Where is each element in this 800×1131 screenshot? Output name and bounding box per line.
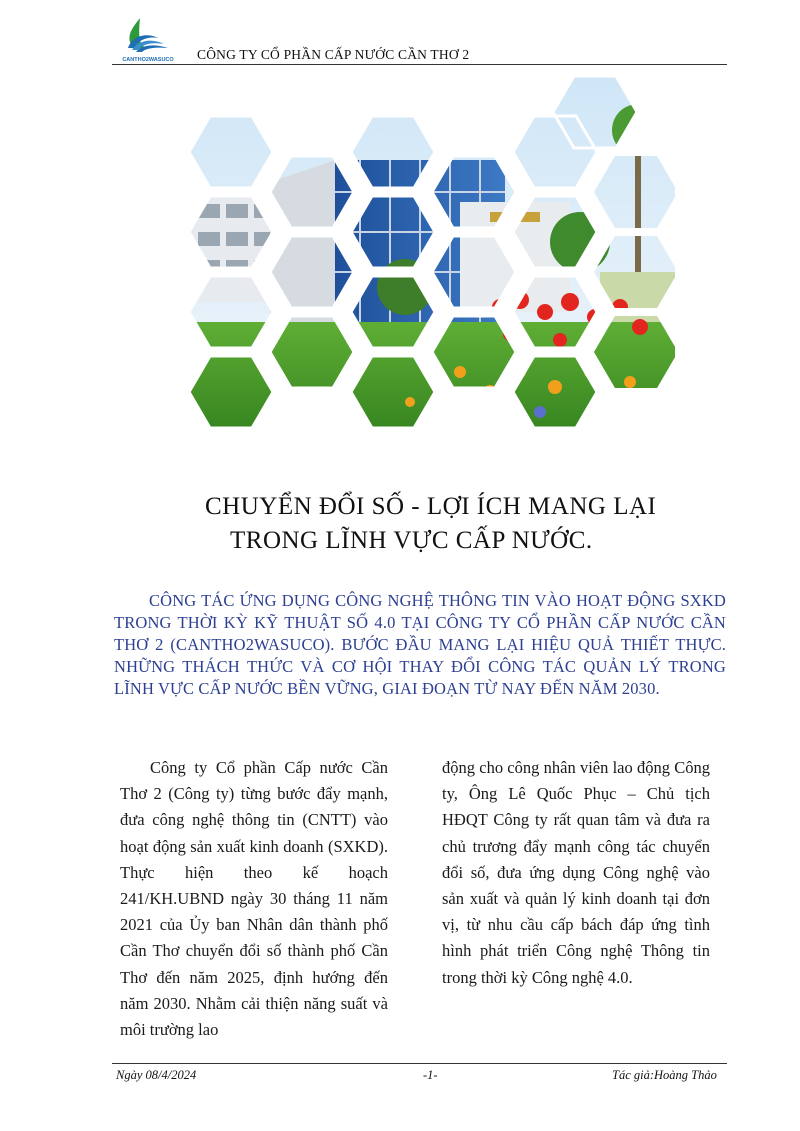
footer-divider xyxy=(112,1063,727,1064)
body-column-left: Công ty Cổ phần Cấp nước Cần Thơ 2 (Công ty) từng bước đẩy mạnh, đưa công nghệ thông tin (CNTT) vào hoạt động sản xuất kinh doanh (SXKD). Thực hiện theo kế hoạch 241/KH.UBND ngày 30 tháng 11 năm 2021 của Ủy ban Nhân dân thành phố Cần Thơ chuyển đổi số thành phố Cần Thơ đến năm 2025, định hướng đến năm 2030. Nhằm cải thiện năng suất và môi trường lao xyxy=(120,758,388,1040)
title-line-1: CHUYỂN ĐỔI SỐ - LỢI ÍCH MANG LẠI xyxy=(205,493,657,520)
header-company-name: CÔNG TY CỔ PHẦN CẤP NƯỚC CẦN THƠ 2 xyxy=(197,47,470,62)
body-column-right: động cho công nhân viên lao động Công ty, Ông Lê Quốc Phục – Chủ tịch HĐQT Công ty rất quan tâm và đưa ra chủ trương đẩy mạnh công tác chuyển đổi số, đưa ứng dụng Công nghệ vào sản xuất và quản lý kinh doanh tại đơn vị, từ nhu cầu cấp bách đáp ứng tình hình phát triển Công nghệ Thông tin trong thời kỳ Công nghệ 4.0. xyxy=(442,758,710,987)
footer-page-number: -1- xyxy=(423,1068,438,1082)
header-divider xyxy=(112,64,727,65)
footer-author: Tác giả:Hoàng Thảo xyxy=(612,1068,717,1082)
hexagon-photo-collage xyxy=(180,72,675,447)
logo-caption: CANTHO2WASUCO xyxy=(122,57,174,63)
title-line-2: TRONG LĨNH VỰC CẤP NƯỚC. xyxy=(230,527,593,554)
company-logo xyxy=(118,14,180,64)
footer-date: Ngày 08/4/2024 xyxy=(116,1068,197,1082)
article-title xyxy=(150,490,710,558)
lead-paragraph: CÔNG TÁC ỨNG DỤNG CÔNG NGHỆ THÔNG TIN VÀO HOẠT ĐỘNG SXKD TRONG THỜI KỲ KỸ THUẬT SỐ 4.0 TẠI CÔNG TY CỔ PHẦN CẤP NƯỚC CẦN THƠ 2 (CANTHO2WASUCO). BƯỚC ĐẦU MANG LẠI HIỆU QUẢ THIẾT THỰC. NHỮNG THÁCH THỨC VÀ CƠ HỘI THAY ĐỔI CÔNG TÁC QUẢN LÝ TRONG LĨNH VỰC CẤP NƯỚC BỀN VỮNG, GIAI ĐOẠN TỪ NAY ĐẾN NĂM 2030. xyxy=(114,591,726,698)
